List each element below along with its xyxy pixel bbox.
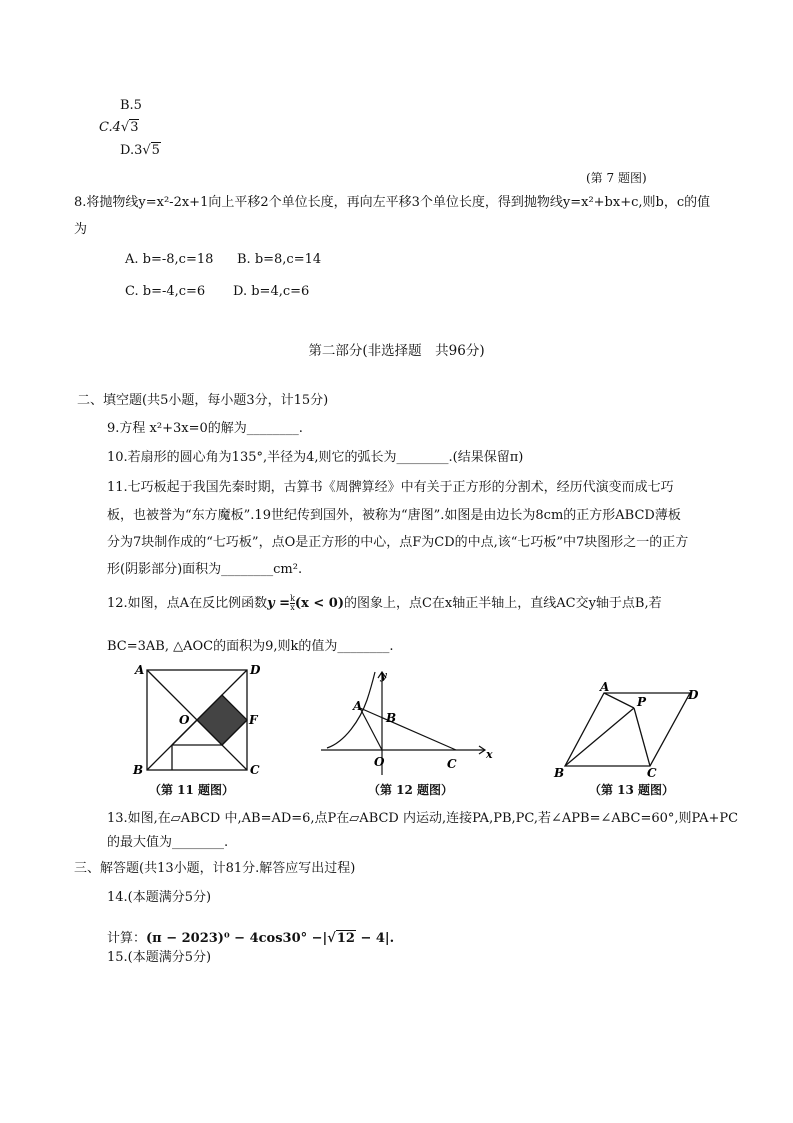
q15-title: 15.(本题满分5分) [107, 950, 212, 965]
q7-option-c: C.4√3 [99, 120, 139, 135]
q8-text-line2: 为 [74, 222, 88, 237]
q11-line4: 形(阴影部分)面积为________cm². [107, 562, 303, 577]
q14-title: 14.(本题满分5分) [107, 890, 212, 905]
fig11-label-o: O [179, 713, 190, 727]
figure-12-graph [315, 660, 495, 780]
fig11-label-b: B [133, 763, 144, 777]
q13-line1: 13.如图,在▱ABCD 中,AB=AD=6,点P在▱ABCD 内运动,连接PA,PB,PC,若∠APB=∠ABC=60°,则PA+PC [107, 811, 739, 826]
q11-line3: 分为7块制作成的“七巧板”，点O是正方形的中心，点F为CD的中点,该“七巧板”中7块图形之一的正方 [107, 535, 689, 550]
q7-figure-caption: (第 7 题图) [586, 171, 647, 185]
q11-line2: 板，也被誉为“东方魔板”.19世纪传到国外，被称为“唐图”.如图是由边长为8cm的正方形ABCD薄板 [107, 508, 681, 523]
section2-heading: 二、填空题(共5小题，每小题3分，计15分) [77, 393, 329, 408]
fig13-label-b: B [554, 766, 565, 780]
fig12-label-a: A [353, 699, 363, 713]
q7-option-d: D.3√5 [120, 143, 160, 158]
fig11-label-c: C [250, 763, 260, 777]
q8-option-c: C. b=-4,c=6 [125, 284, 206, 299]
q12-line1: 12.如图，点A在反比例函数y = $\frac{k}{x}$ (x < 0)的图象上，点C在x轴正半轴上，直线AC交y轴于点B,若 [107, 594, 662, 612]
fig12-label-b: B [386, 711, 397, 725]
fig13-label-c: C [647, 766, 657, 780]
q11-line1: 11.七巧板起于我国先秦时期，古算书《周髀算经》中有关于正方形的分割术，经历代演变而成七巧 [107, 480, 674, 495]
section3-heading: 三、解答题(共13小题，计81分.解答应写出过程) [74, 861, 356, 876]
q8-option-a: A. b=-8,c=18 [125, 252, 214, 267]
fig12-label-o: O [374, 755, 385, 769]
q14-expression: 计算：(π − 2023)⁰ − 4cos30° −|√12 − 4|. [107, 931, 395, 946]
fig13-label-d: D [688, 688, 699, 702]
figure-11-tangram [130, 660, 270, 780]
fig13-label-a: A [600, 680, 610, 694]
q8-option-d: D. b=4,c=6 [233, 284, 310, 299]
fig13-caption: （第 13 题图） [589, 783, 675, 797]
q7-option-b: B.5 [120, 98, 142, 113]
figure-13-parallelogram [548, 676, 713, 781]
fig12-label-y: y [380, 669, 387, 682]
q10-text: 10.若扇形的圆心角为135°,半径为4,则它的弧长为________.(结果保留π) [107, 450, 524, 465]
fig12-caption: （第 12 题图） [368, 783, 454, 797]
part2-title: 第二部分(非选择题 共96分) [308, 343, 485, 359]
fig11-caption: （第 11 题图） [149, 783, 235, 797]
q12-line2: BC=3AB, △AOC的面积为9,则k的值为________. [107, 639, 394, 654]
q13-line2: 的最大值为________. [107, 835, 229, 850]
fig11-label-d: D [250, 663, 261, 677]
fig12-label-c: C [447, 757, 457, 771]
fig13-label-p: P [637, 695, 647, 709]
fig12-label-x: x [486, 748, 493, 761]
q9-text: 9.方程 x²+3x=0的解为________. [107, 421, 303, 436]
fig11-label-a: A [135, 663, 145, 677]
fig11-label-f: F [249, 713, 258, 727]
q8-text-line1: 8.将抛物线y=x²-2x+1向上平移2个单位长度，再向左平移3个单位长度，得到抛物线y=x²+bx+c,则b，c的值 [74, 195, 711, 210]
q8-option-b: B. b=8,c=14 [237, 252, 322, 267]
